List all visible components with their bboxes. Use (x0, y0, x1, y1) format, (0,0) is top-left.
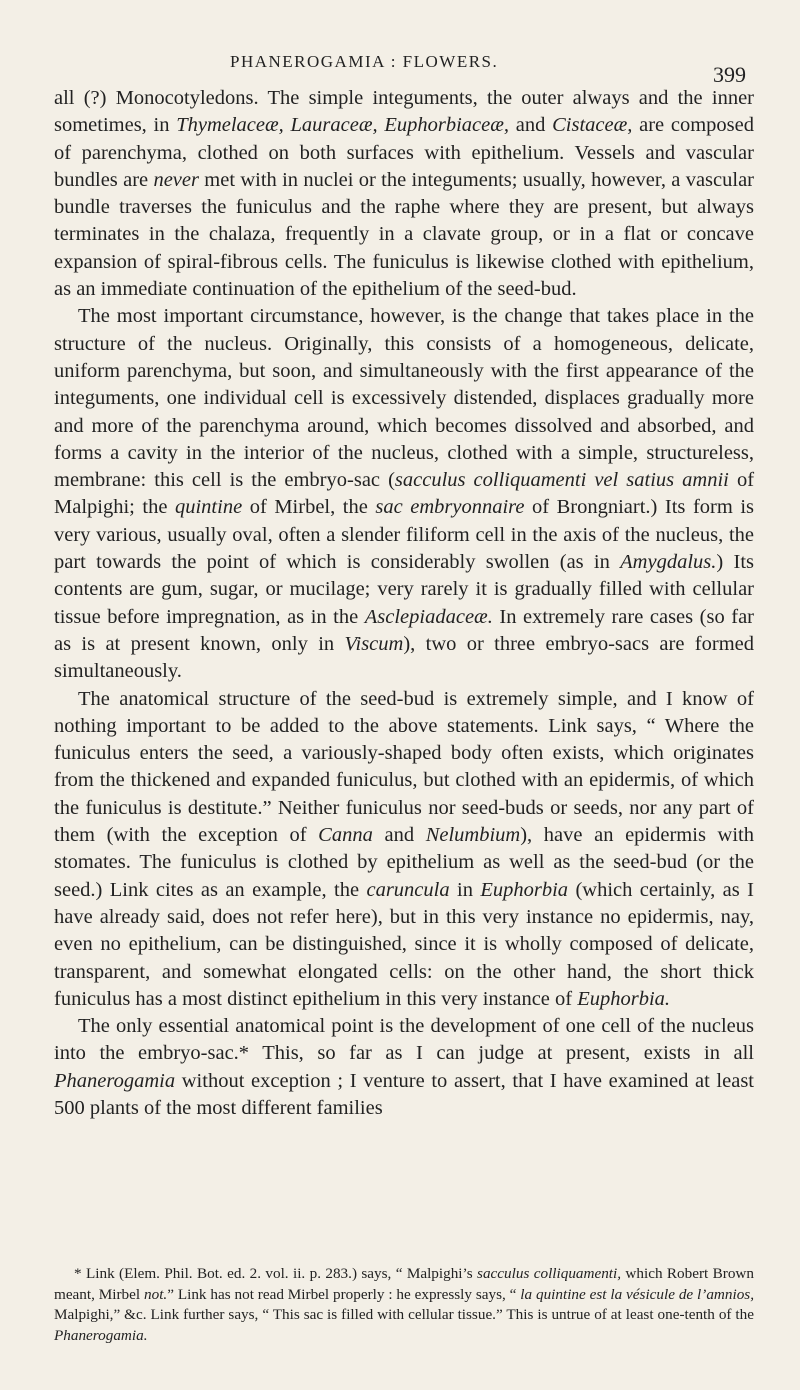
italic-text: Cistaceæ, (552, 114, 633, 137)
italic-text: Euphorbia (480, 878, 569, 901)
text-run: In extremely rare cases (so far as is at present known, only in (54, 605, 754, 655)
text-run: and (509, 114, 553, 137)
paragraph (54, 303, 754, 685)
italic-text: Euphorbia. (577, 987, 671, 1010)
italic-text: sacculus colliquamenti vel satius amnii (394, 469, 729, 492)
text-run: ” Link has not read Mirbel properly : he expressly says, “ (167, 1285, 521, 1303)
paragraph (54, 85, 754, 303)
italic-text: Nelumbium (425, 824, 521, 847)
running-head: PHANEROGAMIA : FLOWERS. (230, 52, 499, 71)
text-run: and (372, 824, 426, 847)
italic-text: quintine (174, 496, 243, 519)
paragraph (54, 1013, 754, 1122)
italic-text: caruncula (366, 878, 450, 901)
text-run: The anatomical structure of the seed-bud is extremely simple, and I know of nothing important to be added to the above statements. Link says, “ Where the funiculus enters the seed, a variously-shaped body often exists, which originates from the thickened and expanded funiculus, but clothed with an epidermis, of which the funiculus is destitute.” Neither funiculus nor seed-buds or seeds, nor any part of them (with the exception of (54, 687, 754, 847)
text-run: ), have an epidermis with stomates. The funiculus is clothed by epithelium as well as the seed-bud (or the seed.) Link cites as an example, the (54, 824, 754, 901)
text-run: all (?) Monocotyledons. The simple integuments, the outer always and the inner sometimes, in (54, 87, 754, 137)
italic-text: not. (144, 1285, 168, 1303)
italic-text: Asclepiadaceæ. (364, 605, 493, 628)
italic-text: Phanerogamia. (54, 1326, 148, 1344)
text-run: of Malpighi; the (54, 469, 755, 519)
text-run: ) Its contents are gum, sugar, or mucilage; very rarely it is gradually filled with cellular tissue before impregnation, as in the (54, 551, 754, 628)
text-run: Malpighi,” &c. Link further says, “ This sac is filled with cellular tissue.” This is untrue of at least one-tenth of the (54, 1306, 754, 1323)
body-text (54, 85, 754, 1122)
text-run: ), two or three embryo-sacs are formed simultaneously. (54, 632, 754, 683)
footnote (54, 1264, 754, 1346)
footnote-text (54, 1264, 754, 1346)
page-number: 399 (713, 62, 746, 87)
text-run: The only essential anatomical point is the development of one cell of the nucleus into the embryo-sac.* This, so far as I can judge at present, exists in all (54, 1015, 754, 1065)
italic-text: Thymelaceæ, Lauraceæ, Euphorbiaceæ, (176, 114, 510, 137)
text-run: of Mirbel, the (242, 496, 376, 519)
text-run: of Brongniart.) Its form is very various, usually oval, often a slender filiform cell in the axis of the nucleus, the part towards the point of which is considerably swollen (as in (54, 496, 755, 574)
page-header (0, 52, 800, 86)
text-run: (which certainly, as I have already said, does not refer here), but in this very instance no epidermis, nay, even no epithelium, can be distinguished, since it is wholly composed of delicate, transparent, and somewhat elongated cells: on the other hand, the short thick funiculus has a most distinct epithelium in this very instance of (54, 878, 754, 1010)
text-run: The most important circumstance, however, is the change that takes place in the structure of the nucleus. Originally, this consists of a homogeneous, delicate, uniform parenchyma, but soon, and simultaneously with the first appearance of the integuments, one individual cell is excessively distended, displaces gradually more and more of the parenchyma around, which becomes dissolved and absorbed, and forms a cavity in the interior of the nucleus, clothed with a simple, structureless, membrane: this cell is the embryo-sac ( (54, 305, 754, 492)
italic-text: Amygdalus. (620, 551, 717, 574)
paragraph (54, 686, 754, 1014)
italic-text: sacculus colliquamenti, (477, 1265, 622, 1282)
text-run: in (449, 878, 481, 901)
text-run: are composed of parenchyma, clothed on both surfaces with epithelium. Vessels and vascular bundles are (54, 114, 754, 191)
text-run: met with in nuclei or the integuments; usually, however, a vascular bundle traverses the funiculus and the raphe where they are present, but always terminates in the chalaza, frequently in a clavate group, or in a flat or concave expansion of spiral-fibrous cells. The funiculus is likewise clothed with epithelium, as an immediate continuation of the epithelium of the seed-bud. (54, 168, 754, 301)
italic-text: sac embryonnaire (375, 496, 525, 519)
italic-text: never (153, 168, 199, 191)
italic-text: Canna (318, 824, 373, 847)
italic-text: la quintine est la vésicule de l’amnios, (520, 1285, 754, 1303)
italic-text: Viscum (344, 632, 404, 655)
text-run: without exception ; I venture to assert, that I have examined at least 500 plants of the most different families (54, 1069, 754, 1119)
text-run: * Link (Elem. Phil. Bot. ed. 2. vol. ii. p. 283.) says, “ Malpighi’s (74, 1265, 478, 1282)
italic-text: Phanerogamia (54, 1069, 176, 1092)
text-run: which Robert Brown meant, Mirbel (54, 1265, 754, 1303)
